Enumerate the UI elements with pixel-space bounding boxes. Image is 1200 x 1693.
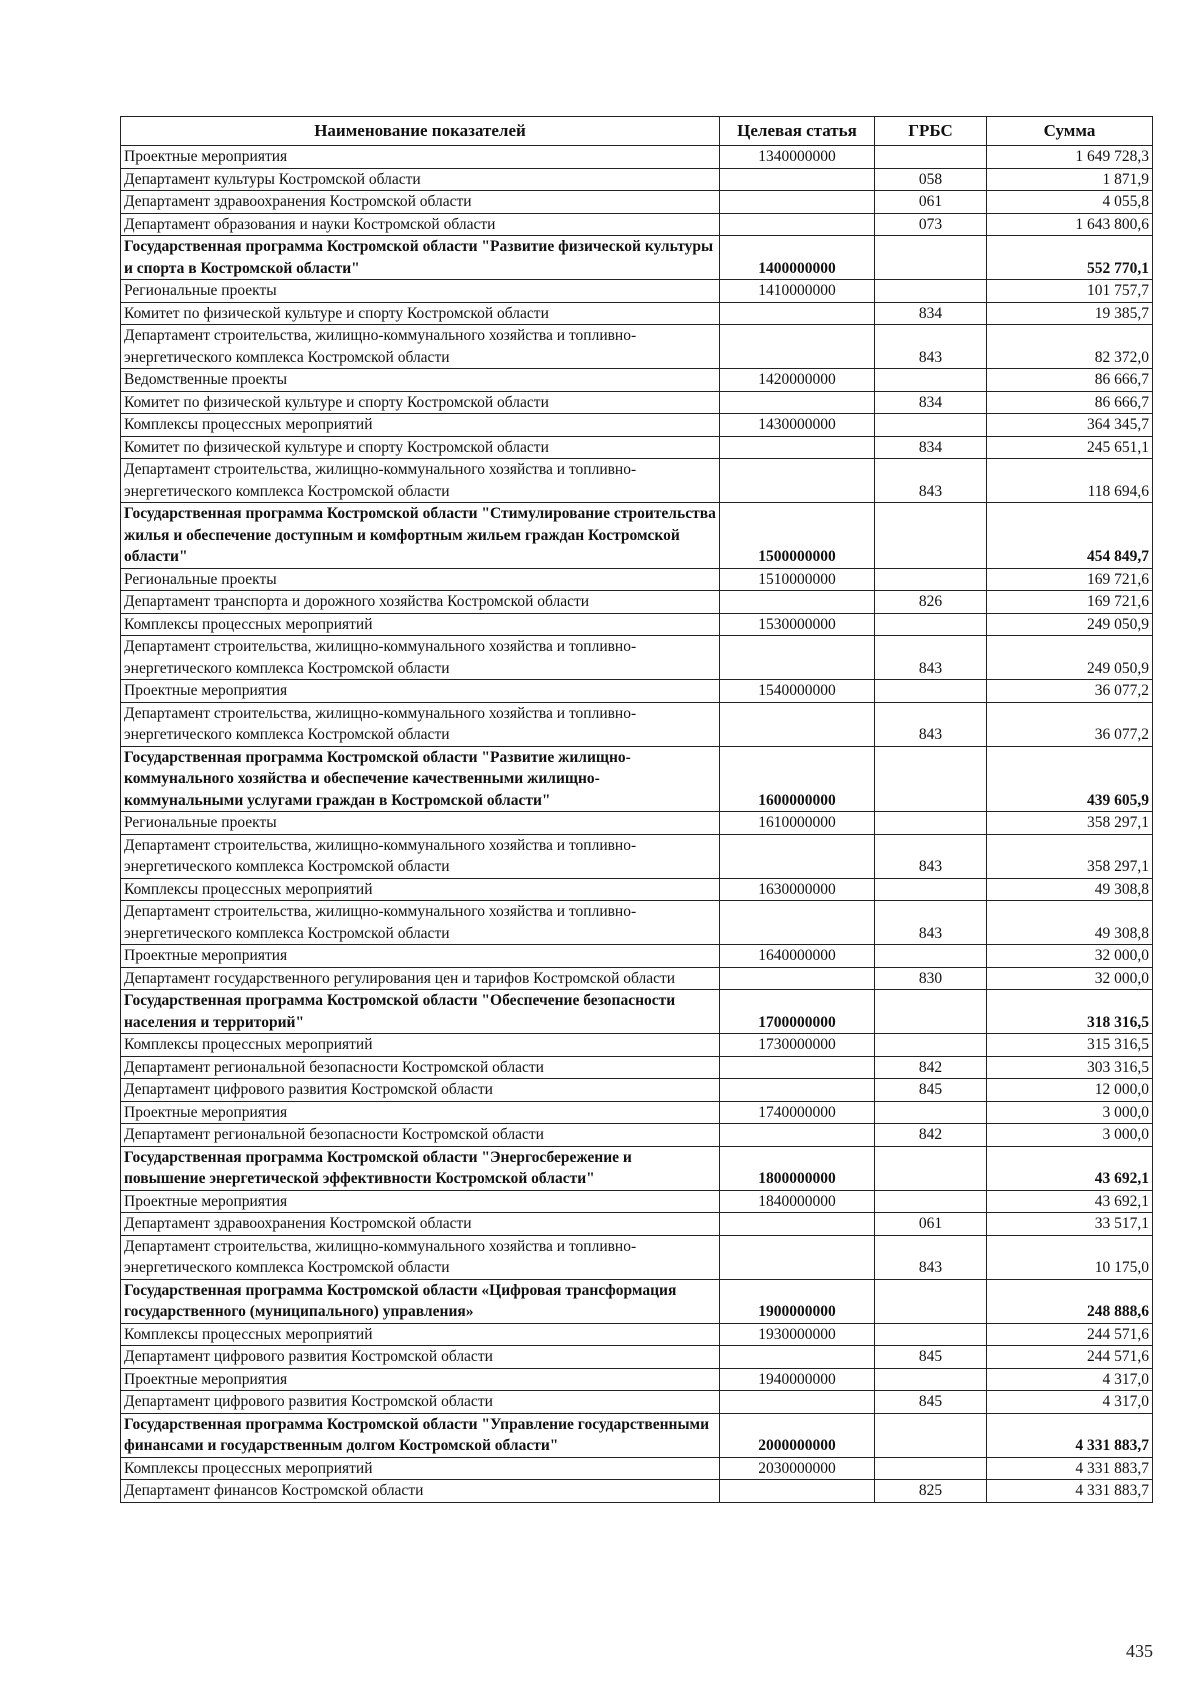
cell-name: Департамент региональной безопасности Костромской области: [121, 1124, 720, 1147]
cell-grbs: 061: [875, 1213, 987, 1236]
cell-sum: 4 331 883,7: [987, 1457, 1153, 1480]
table-row: [121, 1346, 1153, 1369]
cell-target-code: [720, 1056, 875, 1079]
cell-sum: 33 517,1: [987, 1213, 1153, 1236]
cell-target-code: [720, 1480, 875, 1503]
cell-grbs: [875, 236, 987, 280]
cell-target-code: [720, 436, 875, 459]
cell-sum: 4 331 883,7: [987, 1480, 1153, 1503]
table-row: [121, 878, 1153, 901]
header-code: Целевая статья: [720, 117, 875, 146]
cell-grbs: 830: [875, 967, 987, 990]
cell-grbs: [875, 680, 987, 703]
program-row: [121, 236, 1153, 280]
table-row: [121, 812, 1153, 835]
cell-sum: 4 317,0: [987, 1368, 1153, 1391]
cell-target-code: 1540000000: [720, 680, 875, 703]
cell-name: Департамент государственного регулирования цен и тарифов Костромской области: [121, 967, 720, 990]
cell-grbs: 834: [875, 436, 987, 459]
cell-target-code: 1640000000: [720, 945, 875, 968]
cell-grbs: [875, 1413, 987, 1457]
table-row: [121, 414, 1153, 437]
cell-target-code: [720, 636, 875, 680]
cell-target-code: 1800000000: [720, 1146, 875, 1190]
table-row: [121, 1213, 1153, 1236]
cell-name: Департамент региональной безопасности Костромской области: [121, 1056, 720, 1079]
program-row: [121, 990, 1153, 1034]
cell-name: Государственная программа Костромской области "Энергосбережение и повышение энергетической эффективности Костромской области": [121, 1146, 720, 1190]
budget-table: [120, 116, 1153, 1503]
cell-grbs: 826: [875, 591, 987, 614]
cell-name: Региональные проекты: [121, 280, 720, 303]
cell-grbs: [875, 280, 987, 303]
cell-grbs: 061: [875, 191, 987, 214]
table-row: [121, 213, 1153, 236]
cell-name: Государственная программа Костромской области "Управление государственными финансами и государственным долгом Костромской области": [121, 1413, 720, 1457]
cell-grbs: [875, 1323, 987, 1346]
cell-sum: 318 316,5: [987, 990, 1153, 1034]
cell-sum: 244 571,6: [987, 1323, 1153, 1346]
table-row: [121, 1480, 1153, 1503]
table-row: [121, 1391, 1153, 1414]
cell-grbs: [875, 146, 987, 169]
table-row: [121, 967, 1153, 990]
cell-name: Департамент здравоохранения Костромской области: [121, 191, 720, 214]
cell-target-code: [720, 391, 875, 414]
cell-name: Региональные проекты: [121, 812, 720, 835]
cell-target-code: 1400000000: [720, 236, 875, 280]
cell-grbs: [875, 1279, 987, 1323]
cell-sum: 454 849,7: [987, 503, 1153, 569]
cell-target-code: [720, 325, 875, 369]
cell-sum: 3 000,0: [987, 1124, 1153, 1147]
cell-target-code: [720, 1124, 875, 1147]
cell-name: Государственная программа Костромской области "Обеспечение безопасности населения и территорий": [121, 990, 720, 1034]
table-row: [121, 1056, 1153, 1079]
cell-sum: 249 050,9: [987, 613, 1153, 636]
cell-sum: 4 317,0: [987, 1391, 1153, 1414]
cell-grbs: 834: [875, 302, 987, 325]
cell-grbs: 845: [875, 1391, 987, 1414]
cell-target-code: 2000000000: [720, 1413, 875, 1457]
cell-name: Проектные мероприятия: [121, 146, 720, 169]
cell-sum: 1 643 800,6: [987, 213, 1153, 236]
cell-name: Государственная программа Костромской области "Развитие физической культуры и спорта в Костромской области": [121, 236, 720, 280]
cell-grbs: [875, 746, 987, 812]
cell-target-code: [720, 1391, 875, 1414]
table-header: [121, 117, 1153, 146]
cell-sum: 245 651,1: [987, 436, 1153, 459]
cell-sum: 364 345,7: [987, 414, 1153, 437]
cell-name: Региональные проекты: [121, 568, 720, 591]
cell-sum: 36 077,2: [987, 680, 1153, 703]
cell-name: Департамент строительства, жилищно-коммунального хозяйства и топливно-энергетического комплекса Костромской области: [121, 702, 720, 746]
cell-sum: 4 331 883,7: [987, 1413, 1153, 1457]
cell-target-code: [720, 1346, 875, 1369]
cell-sum: 43 692,1: [987, 1146, 1153, 1190]
cell-grbs: 845: [875, 1346, 987, 1369]
header-sum: Сумма: [987, 117, 1153, 146]
table-row: [121, 459, 1153, 503]
cell-grbs: [875, 878, 987, 901]
table-row: [121, 901, 1153, 945]
cell-sum: 36 077,2: [987, 702, 1153, 746]
table-row: [121, 1368, 1153, 1391]
cell-sum: 358 297,1: [987, 812, 1153, 835]
cell-grbs: [875, 568, 987, 591]
cell-sum: 244 571,6: [987, 1346, 1153, 1369]
cell-target-code: [720, 1235, 875, 1279]
table-row: [121, 1190, 1153, 1213]
cell-grbs: 842: [875, 1056, 987, 1079]
table-row: [121, 1235, 1153, 1279]
cell-name: Департамент цифрового развития Костромской области: [121, 1346, 720, 1369]
cell-name: Комитет по физической культуре и спорту Костромской области: [121, 302, 720, 325]
cell-grbs: 843: [875, 901, 987, 945]
cell-sum: 3 000,0: [987, 1101, 1153, 1124]
cell-sum: 439 605,9: [987, 746, 1153, 812]
cell-sum: 249 050,9: [987, 636, 1153, 680]
header-row: [121, 117, 1153, 146]
cell-grbs: 843: [875, 459, 987, 503]
cell-target-code: [720, 967, 875, 990]
table-row: [121, 591, 1153, 614]
table-row: [121, 613, 1153, 636]
table-row: [121, 369, 1153, 392]
cell-target-code: 1930000000: [720, 1323, 875, 1346]
cell-target-code: 1340000000: [720, 146, 875, 169]
table-row: [121, 1457, 1153, 1480]
cell-grbs: 058: [875, 168, 987, 191]
cell-sum: 303 316,5: [987, 1056, 1153, 1079]
cell-grbs: 834: [875, 391, 987, 414]
cell-target-code: 1940000000: [720, 1368, 875, 1391]
cell-name: Департамент строительства, жилищно-коммунального хозяйства и топливно-энергетического комплекса Костромской области: [121, 459, 720, 503]
cell-name: Департамент здравоохранения Костромской области: [121, 1213, 720, 1236]
program-row: [121, 1413, 1153, 1457]
cell-target-code: 1600000000: [720, 746, 875, 812]
cell-target-code: 1840000000: [720, 1190, 875, 1213]
cell-target-code: 1510000000: [720, 568, 875, 591]
cell-grbs: 825: [875, 1480, 987, 1503]
cell-name: Департамент цифрового развития Костромской области: [121, 1391, 720, 1414]
cell-grbs: [875, 945, 987, 968]
cell-target-code: 1700000000: [720, 990, 875, 1034]
cell-name: Департамент образования и науки Костромской области: [121, 213, 720, 236]
cell-grbs: 842: [875, 1124, 987, 1147]
cell-name: Государственная программа Костромской области "Стимулирование строительства жилья и обеспечение доступным и комфортным жильем граждан Костромской области": [121, 503, 720, 569]
cell-sum: 86 666,7: [987, 369, 1153, 392]
cell-target-code: [720, 834, 875, 878]
table-row: [121, 1079, 1153, 1102]
cell-sum: 12 000,0: [987, 1079, 1153, 1102]
header-name: Наименование показателей: [121, 117, 720, 146]
cell-name: Проектные мероприятия: [121, 1368, 720, 1391]
cell-name: Департамент строительства, жилищно-коммунального хозяйства и топливно-энергетического комплекса Костромской области: [121, 834, 720, 878]
cell-grbs: 843: [875, 1235, 987, 1279]
table-row: [121, 945, 1153, 968]
program-row: [121, 746, 1153, 812]
cell-grbs: 073: [875, 213, 987, 236]
cell-target-code: 2030000000: [720, 1457, 875, 1480]
cell-grbs: [875, 1457, 987, 1480]
cell-target-code: 1530000000: [720, 613, 875, 636]
cell-grbs: [875, 990, 987, 1034]
cell-sum: 49 308,8: [987, 901, 1153, 945]
cell-target-code: [720, 213, 875, 236]
cell-name: Комплексы процессных мероприятий: [121, 878, 720, 901]
table-row: [121, 1323, 1153, 1346]
cell-target-code: 1430000000: [720, 414, 875, 437]
cell-name: Департамент строительства, жилищно-коммунального хозяйства и топливно-энергетического комплекса Костромской области: [121, 636, 720, 680]
cell-name: Департамент финансов Костромской области: [121, 1480, 720, 1503]
cell-grbs: [875, 613, 987, 636]
cell-target-code: 1740000000: [720, 1101, 875, 1124]
table-row: [121, 834, 1153, 878]
cell-grbs: 843: [875, 325, 987, 369]
cell-name: Комплексы процессных мероприятий: [121, 613, 720, 636]
cell-sum: 552 770,1: [987, 236, 1153, 280]
cell-sum: 43 692,1: [987, 1190, 1153, 1213]
cell-grbs: 843: [875, 702, 987, 746]
program-row: [121, 503, 1153, 569]
cell-grbs: [875, 369, 987, 392]
table-row: [121, 436, 1153, 459]
cell-target-code: [720, 459, 875, 503]
cell-sum: 169 721,6: [987, 568, 1153, 591]
cell-name: Комплексы процессных мероприятий: [121, 1034, 720, 1057]
cell-target-code: [720, 1213, 875, 1236]
cell-grbs: 843: [875, 636, 987, 680]
cell-target-code: 1500000000: [720, 503, 875, 569]
cell-name: Департамент строительства, жилищно-коммунального хозяйства и топливно-энергетического комплекса Костромской области: [121, 325, 720, 369]
cell-sum: 10 175,0: [987, 1235, 1153, 1279]
cell-grbs: [875, 1101, 987, 1124]
cell-grbs: [875, 1034, 987, 1057]
cell-sum: 4 055,8: [987, 191, 1153, 214]
program-row: [121, 1279, 1153, 1323]
cell-target-code: 1630000000: [720, 878, 875, 901]
cell-name: Департамент строительства, жилищно-коммунального хозяйства и топливно-энергетического комплекса Костромской области: [121, 1235, 720, 1279]
cell-grbs: [875, 503, 987, 569]
cell-name: Департамент строительства, жилищно-коммунального хозяйства и топливно-энергетического комплекса Костромской области: [121, 901, 720, 945]
cell-target-code: [720, 901, 875, 945]
cell-sum: 32 000,0: [987, 967, 1153, 990]
cell-sum: 315 316,5: [987, 1034, 1153, 1057]
cell-grbs: 843: [875, 834, 987, 878]
table-row: [121, 1124, 1153, 1147]
cell-sum: 1 649 728,3: [987, 146, 1153, 169]
cell-sum: 49 308,8: [987, 878, 1153, 901]
program-row: [121, 1146, 1153, 1190]
cell-sum: 32 000,0: [987, 945, 1153, 968]
cell-name: Ведомственные проекты: [121, 369, 720, 392]
cell-grbs: [875, 414, 987, 437]
cell-target-code: [720, 591, 875, 614]
cell-sum: 118 694,6: [987, 459, 1153, 503]
cell-name: Проектные мероприятия: [121, 680, 720, 703]
cell-sum: 1 871,9: [987, 168, 1153, 191]
cell-name: Комитет по физической культуре и спорту Костромской области: [121, 391, 720, 414]
cell-target-code: 1900000000: [720, 1279, 875, 1323]
cell-name: Проектные мероприятия: [121, 1190, 720, 1213]
table-row: [121, 391, 1153, 414]
table-row: [121, 168, 1153, 191]
table-row: [121, 1034, 1153, 1057]
cell-target-code: [720, 191, 875, 214]
table-row: [121, 302, 1153, 325]
cell-name: Государственная программа Костромской области «Цифровая трансформация государственного (муниципального) управления»: [121, 1279, 720, 1323]
cell-name: Государственная программа Костромской области "Развитие жилищно-коммунального хозяйства и обеспечение качественными жилищно-коммунальными услугами граждан в Костромской области": [121, 746, 720, 812]
cell-name: Департамент цифрового развития Костромской области: [121, 1079, 720, 1102]
cell-sum: 169 721,6: [987, 591, 1153, 614]
cell-name: Проектные мероприятия: [121, 1101, 720, 1124]
cell-target-code: [720, 1079, 875, 1102]
cell-name: Департамент транспорта и дорожного хозяйства Костромской области: [121, 591, 720, 614]
cell-sum: 82 372,0: [987, 325, 1153, 369]
cell-target-code: 1420000000: [720, 369, 875, 392]
table-row: [121, 280, 1153, 303]
cell-sum: 101 757,7: [987, 280, 1153, 303]
table-row: [121, 636, 1153, 680]
table-row: [121, 325, 1153, 369]
cell-target-code: 1410000000: [720, 280, 875, 303]
cell-name: Комплексы процессных мероприятий: [121, 1323, 720, 1346]
cell-grbs: [875, 1368, 987, 1391]
cell-name: Комплексы процессных мероприятий: [121, 414, 720, 437]
cell-name: Комитет по физической культуре и спорту Костромской области: [121, 436, 720, 459]
cell-name: Проектные мероприятия: [121, 945, 720, 968]
table-row: [121, 702, 1153, 746]
cell-sum: 358 297,1: [987, 834, 1153, 878]
header-grbs: ГРБС: [875, 117, 987, 146]
cell-sum: 19 385,7: [987, 302, 1153, 325]
table-row: [121, 680, 1153, 703]
cell-grbs: 845: [875, 1079, 987, 1102]
table-row: [121, 146, 1153, 169]
cell-name: Комплексы процессных мероприятий: [121, 1457, 720, 1480]
table-row: [121, 191, 1153, 214]
cell-target-code: 1730000000: [720, 1034, 875, 1057]
cell-sum: 86 666,7: [987, 391, 1153, 414]
cell-target-code: 1610000000: [720, 812, 875, 835]
cell-grbs: [875, 1190, 987, 1213]
table-row: [121, 1101, 1153, 1124]
table-row: [121, 568, 1153, 591]
cell-name: Департамент культуры Костромской области: [121, 168, 720, 191]
table-body: [121, 146, 1153, 1503]
cell-target-code: [720, 302, 875, 325]
cell-grbs: [875, 1146, 987, 1190]
cell-target-code: [720, 168, 875, 191]
cell-grbs: [875, 812, 987, 835]
cell-sum: 248 888,6: [987, 1279, 1153, 1323]
cell-target-code: [720, 702, 875, 746]
page-number: 435: [1126, 1641, 1153, 1661]
